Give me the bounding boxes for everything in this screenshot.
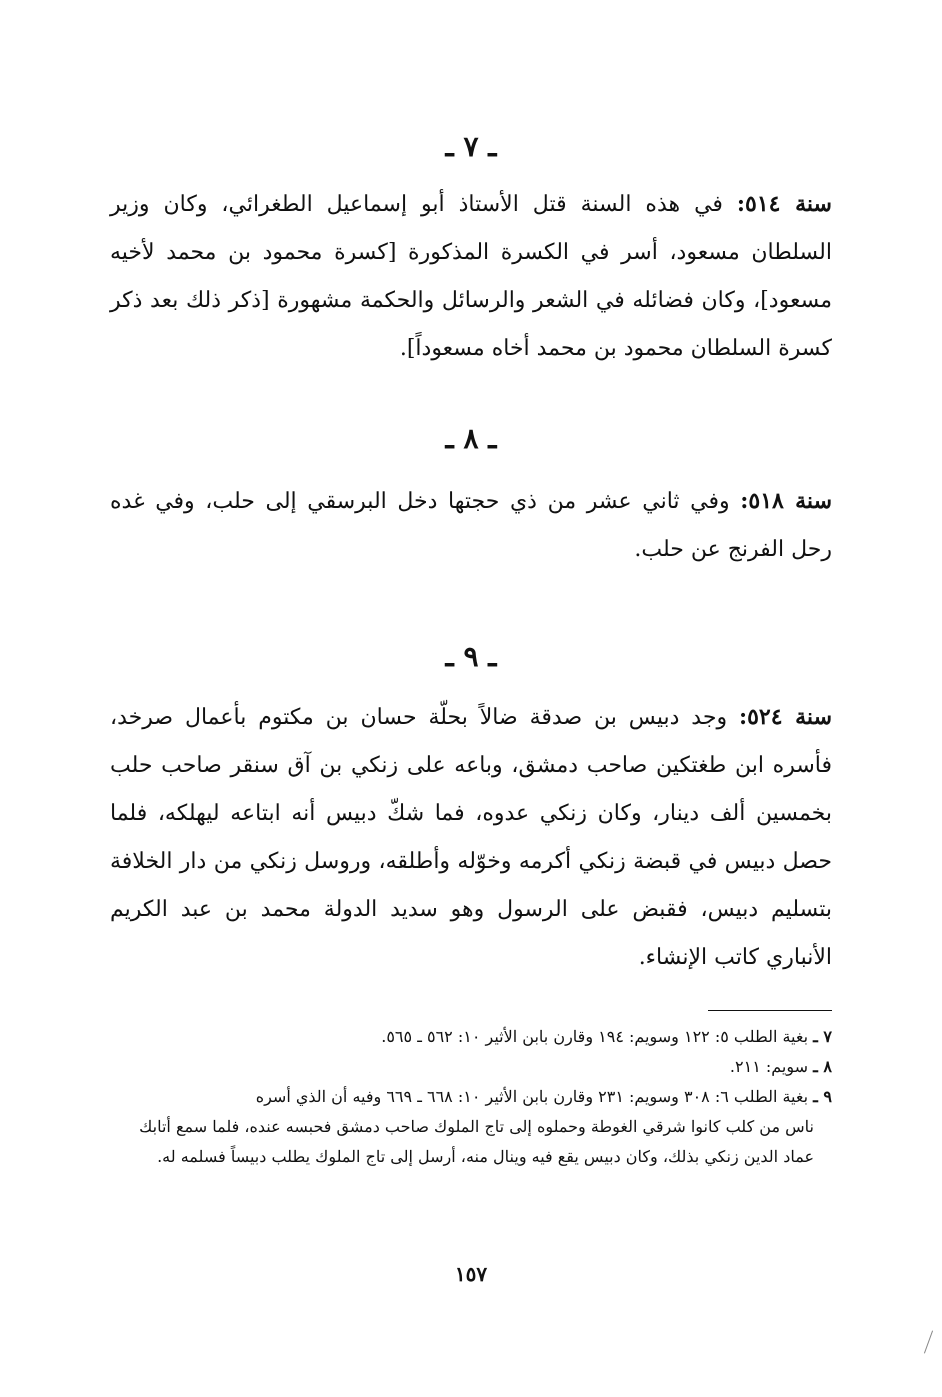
footnote-8 (110, 1052, 832, 1082)
footnote-text: بغية الطلب ٦: ٣٠٨ وسويم: ٢٣١ وقارن بابن الأثير ١٠: ٦٦٨ ـ ٦٦٩ وفيه أن الذي أسره (255, 1087, 814, 1106)
footnote-number: ٧ ـ (813, 1027, 832, 1046)
year-label: سنة ٥١٨: (740, 488, 832, 514)
footnote-number: ٨ ـ (813, 1057, 832, 1076)
section-number-9: ـ ٩ ـ (445, 640, 497, 673)
year-label: سنة ٥١٤: (736, 191, 832, 217)
footnote-9 (110, 1082, 832, 1112)
paragraph-text: وجد دبيس بن صدقة ضالاً بحلّة حسان بن مكتوم بأعمال صرخد، فأسره ابن طغتكين صاحب دمشق، وباعه على زنكي بن آق سنقر صاحب حلب بخمسين ألف دينار، وكان زنكي عدوه، فما شكّ دبيس أنه ابتاعه ليهلكه، فلما حصل دبيس في قبضة زنكي أكرمه وخوّله وأطلقه، وروسل زنكي من دار الخلافة بتسليم دبيس، فقبض على الرسول وهو سديد الدولة محمد بن عبد الكريم الأنباري كاتب الإنشاء. (110, 705, 832, 970)
footnote-9-continuation: ناس من كلب كانوا شرقي الغوطة وحملوه إلى تاج الملوك صاحب دمشق فحبسه عنده، فلما سمع أتابك عماد الدين زنكي بذلك، وكان دبيس يقع فيه وينال منه، أرسل إلى تاج الملوك يطلب دبيساً فسلمه له. (139, 1117, 814, 1166)
paragraph-text: في هذه السنة قتل الأستاذ أبو إسماعيل الطغرائي، وكان وزير السلطان مسعود، أسر في الكسرة المذكورة [كسرة محمود بن محمد لأخيه مسعود]، وكان فضائله في الشعر والرسائل والحكمة مشهورة [ذكر ذلك بعد ذكر كسرة السلطان محمود بن محمد أخاه مسعوداً]. (110, 192, 832, 361)
footnote-text: بغية الطلب ٥: ١٢٢ وسويم: ١٩٤ وقارن بابن الأثير ١٠: ٥٦٢ ـ ٥٦٥. (381, 1027, 814, 1046)
paragraph-text: وفي ثاني عشر من ذي حجتها دخل البرسقي إلى حلب، وفي غده رحل الفرنج عن حلب. (110, 489, 832, 562)
footnote-divider (708, 1010, 832, 1011)
section-paragraph-9 (110, 693, 832, 982)
footnotes (110, 1022, 832, 1172)
year-label: سنة ٥٢٤: (738, 704, 832, 730)
section-number-7: ـ ٧ ـ (445, 130, 497, 163)
footnote-number: ٩ ـ (813, 1087, 832, 1106)
footnote-text: سويم: ٢١١. (729, 1057, 814, 1076)
section-number-8: ـ ٨ ـ (445, 422, 497, 455)
page-number: ١٥٧ (454, 1262, 488, 1286)
footnote-7 (110, 1022, 832, 1052)
edge-mark (924, 1331, 933, 1354)
section-paragraph-7 (110, 180, 832, 373)
section-paragraph-8 (110, 477, 832, 574)
